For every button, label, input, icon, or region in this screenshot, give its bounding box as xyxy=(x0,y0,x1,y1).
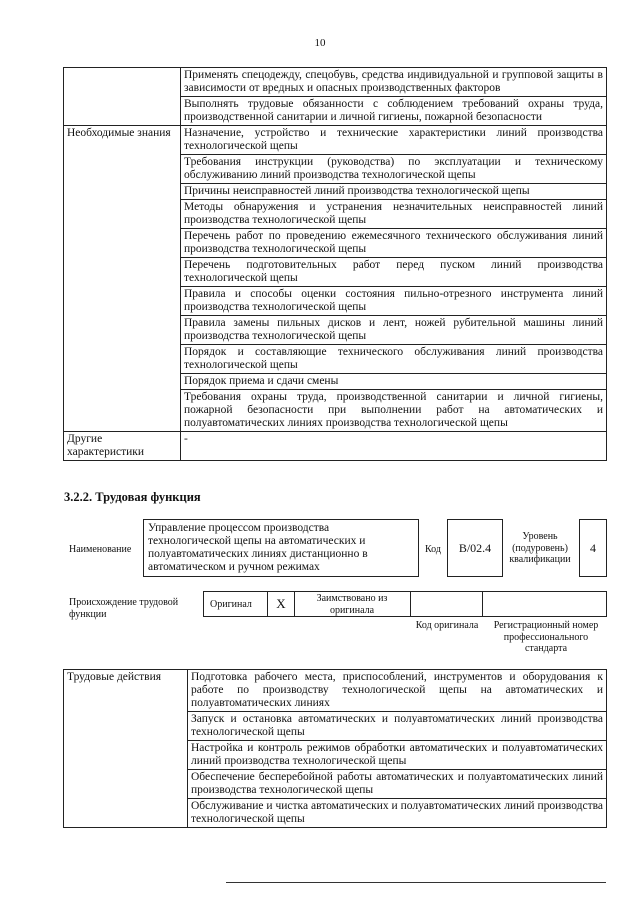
row-label xyxy=(64,68,181,126)
table-cell: Настройка и контроль режимов обработки автоматических и полуавтоматических линий производства технологической щепы xyxy=(188,741,607,770)
table-row xyxy=(64,68,607,97)
continuation-line xyxy=(226,882,606,883)
table-cell: - xyxy=(181,432,607,461)
reg-number-label: Регистрационный номер профессионального стандарта xyxy=(493,620,599,654)
code-label: Код xyxy=(425,544,441,555)
divider xyxy=(410,591,411,617)
table-cell: Правила замены пильных дисков и лент, ножей рубительной машины линий производства технологической щепы xyxy=(181,316,607,345)
table-cell: Назначение, устройство и технические характеристики линий производства технологической щепы xyxy=(181,126,607,155)
actions-table xyxy=(63,669,607,828)
table-cell: Порядок приема и сдачи смены xyxy=(181,374,607,390)
divider xyxy=(482,591,483,617)
table-cell: Порядок и составляющие технического обслуживания линий производства технологической щепы xyxy=(181,345,607,374)
table-cell: Применять спецодежду, спецобувь, средства индивидуальной и групповой защиты в зависимости от вредных и опасных производственных факторов xyxy=(181,68,607,97)
row-label-actions: Трудовые действия xyxy=(64,670,188,828)
table-cell: Требования охраны труда, производственной санитарии и личной гигиены, пожарной безопасности при выполнении работ на автоматических и полуавтоматических линиях производства технологической щепы xyxy=(181,390,607,432)
table-cell: Перечень работ по проведению ежемесячного технического обслуживания линий производства технологической щепы xyxy=(181,229,607,258)
code-original-label: Код оригинала xyxy=(415,620,479,631)
original-label: Оригинал xyxy=(210,599,252,610)
table-row xyxy=(64,126,607,155)
table-cell: Правила и способы оценки состояния пильно-отрезного инструмента линий производства технологической щепы xyxy=(181,287,607,316)
level-label: Уровень (подуровень) квалификации xyxy=(509,531,571,565)
divider xyxy=(294,591,295,617)
table-cell: Выполнять трудовые обязанности с соблюдением требований охраны труда, производственной санитарии и личной гигиены, пожарной безопасности xyxy=(181,97,607,126)
borrowed-label: Заимствовано из оригинала xyxy=(316,593,388,616)
name-value: Управление процессом производства технологической щепы на автоматических и полуавтоматических линиях дистанционно в автоматическом и ручном режимах xyxy=(143,519,419,577)
section-heading: 3.2.2. Трудовая функция xyxy=(64,490,201,504)
original-mark: X xyxy=(276,596,286,611)
name-label: Наименование xyxy=(69,544,132,555)
table-cell: Требования инструкции (руководства) по эксплуатации и техническому обслуживанию линий производства технологической щепы xyxy=(181,155,607,184)
row-label-other: Другие характеристики xyxy=(64,432,181,461)
knowledge-table xyxy=(63,67,607,461)
row-label-knowledge: Необходимые знания xyxy=(64,126,181,432)
table-cell: Перечень подготовительных работ перед пуском линий производства технологической щепы xyxy=(181,258,607,287)
table-row xyxy=(64,670,607,712)
table-row xyxy=(64,432,607,461)
level-value: 4 xyxy=(579,519,607,577)
table-cell: Обеспечение бесперебойной работы автоматических и полуавтоматических линий производства технологической щепы xyxy=(188,770,607,799)
code-value: B/02.4 xyxy=(447,519,503,577)
table-cell: Обслуживание и чистка автоматических и полуавтоматических линий производства технологической щепы xyxy=(188,799,607,828)
origin-label: Происхождение трудовой функции xyxy=(69,597,179,620)
table-cell: Запуск и остановка автоматических и полуавтоматических линий производства технологической щепы xyxy=(188,712,607,741)
table-cell: Подготовка рабочего места, приспособлений, инструментов и оборудования к работе по производству технологической щепы на автоматических и полуавтоматических линиях xyxy=(188,670,607,712)
table-cell: Методы обнаружения и устранения незначительных неисправностей линий производства технологической щепы xyxy=(181,200,607,229)
table-cell: Причины неисправностей линий производства технологической щепы xyxy=(181,184,607,200)
page-number: 10 xyxy=(314,37,326,49)
